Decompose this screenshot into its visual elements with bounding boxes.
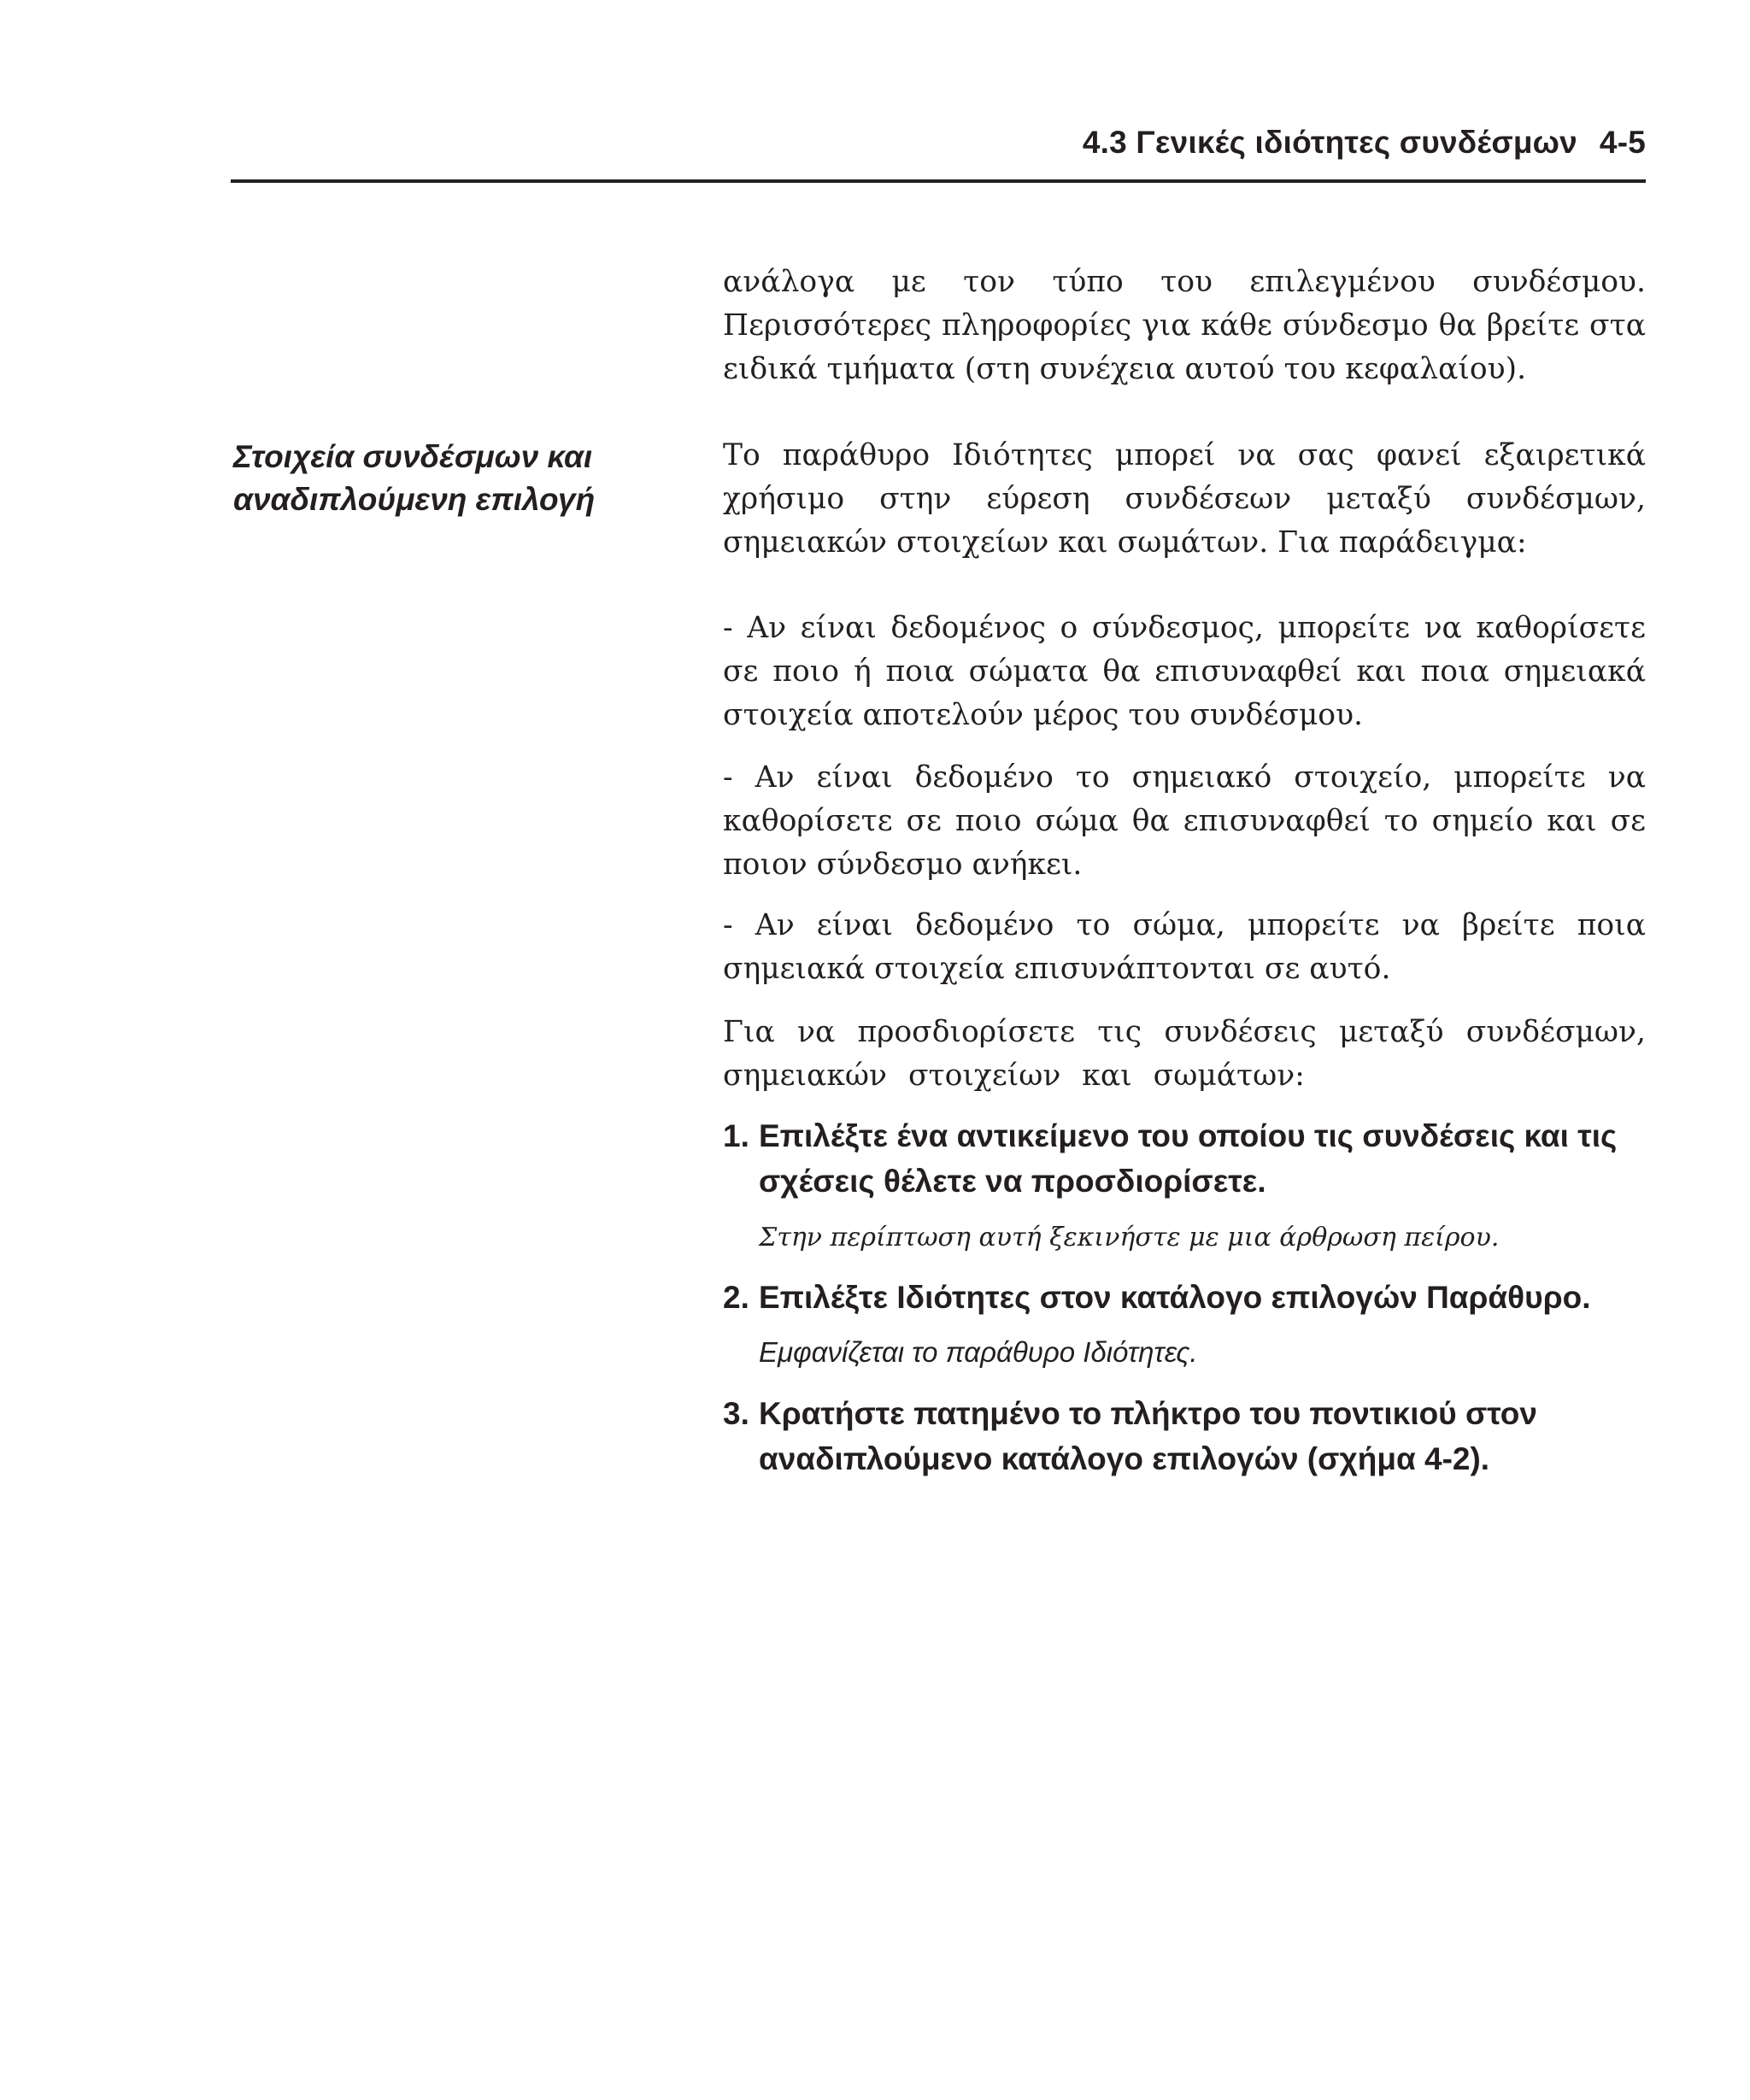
section-title: 4.3 Γενικές ιδιότητες συνδέσμων	[1082, 125, 1577, 160]
paragraph-body-given: - Αν είναι δεδομένο το σώμα, μπορείτε να βρείτε ποια σημειακά στοιχεία επισυνάπτονται σε αυτό.	[723, 908, 1646, 986]
step-1	[723, 1113, 1682, 1204]
paragraph-continuation: ανάλογα με τον τύπο του επιλεγμένου συνδέσμου. Περισσότερες πληροφορίες για κάθε σύνδεσμο θα βρείτε στα ειδικά τμήματα (στη συνέχεια αυτού του κεφαλαίου).	[723, 265, 1646, 386]
step-2-note: Εμφανίζεται το παράθυρο Ιδιότητες.	[759, 1336, 1198, 1368]
step-3-number: 3.	[723, 1396, 749, 1431]
side-heading-line-1: Στοιχεία συνδέσμων και	[233, 439, 593, 474]
step-2	[723, 1275, 1682, 1320]
paragraph-procedure-intro: Για να προσδιορίσετε τις συνδέσεις μεταξύ συνδέσμων, σημειακών στοιχείων και σωμάτων:	[723, 1015, 1646, 1093]
step-1-number: 1.	[723, 1118, 749, 1153]
step-2-number: 2.	[723, 1280, 749, 1315]
page-number: 4-5	[1599, 125, 1646, 160]
step-1-text: Επιλέξτε ένα αντικείμενο του οποίου τις συνδέσεις και τις σχέσεις θέλετε να προσδιορίσετε.	[759, 1118, 1618, 1199]
paragraph-point-given: - Αν είναι δεδομένο το σημειακό στοιχείο, μπορείτε να καθορίσετε σε ποιο σώμα θα επισυναφθεί το σημείο και σε ποιον σύνδεσμο ανήκει.	[723, 760, 1646, 882]
paragraph-intro: Το παράθυρο Ιδιότητες μπορεί να σας φανεί εξαιρετικά χρήσιμο στην εύρεση συνδέσεων μεταξύ συνδέσμων, σημειακών στοιχείων και σωμάτων. Για παράδειγμα:	[723, 438, 1646, 560]
step-3	[723, 1391, 1682, 1481]
running-header	[1083, 125, 1646, 161]
side-heading-line-2: αναδιπλούμενη επιλογή	[233, 482, 596, 517]
step-2-text: Επιλέξτε Ιδιότητες στον κατάλογο επιλογών Παράθυρο.	[759, 1280, 1591, 1315]
header-rule	[231, 179, 1646, 183]
paragraph-link-given: - Αν είναι δεδομένος ο σύνδεσμος, μπορείτε να καθορίσετε σε ποιο ή ποια σώματα θα επισυναφθεί και ποια σημειακά στοιχεία αποτελούν μέρος του συνδέσμου.	[723, 611, 1646, 732]
step-3-text: Κρατήστε πατημένο το πλήκτρο του ποντικιού στον αναδιπλούμενο κατάλογο επιλογών (σχήμα 4-2).	[759, 1396, 1537, 1476]
side-heading	[233, 436, 643, 521]
step-1-note: Στην περίπτωση αυτή ξεκινήστε με μια άρθρωση πείρου.	[759, 1223, 1500, 1252]
